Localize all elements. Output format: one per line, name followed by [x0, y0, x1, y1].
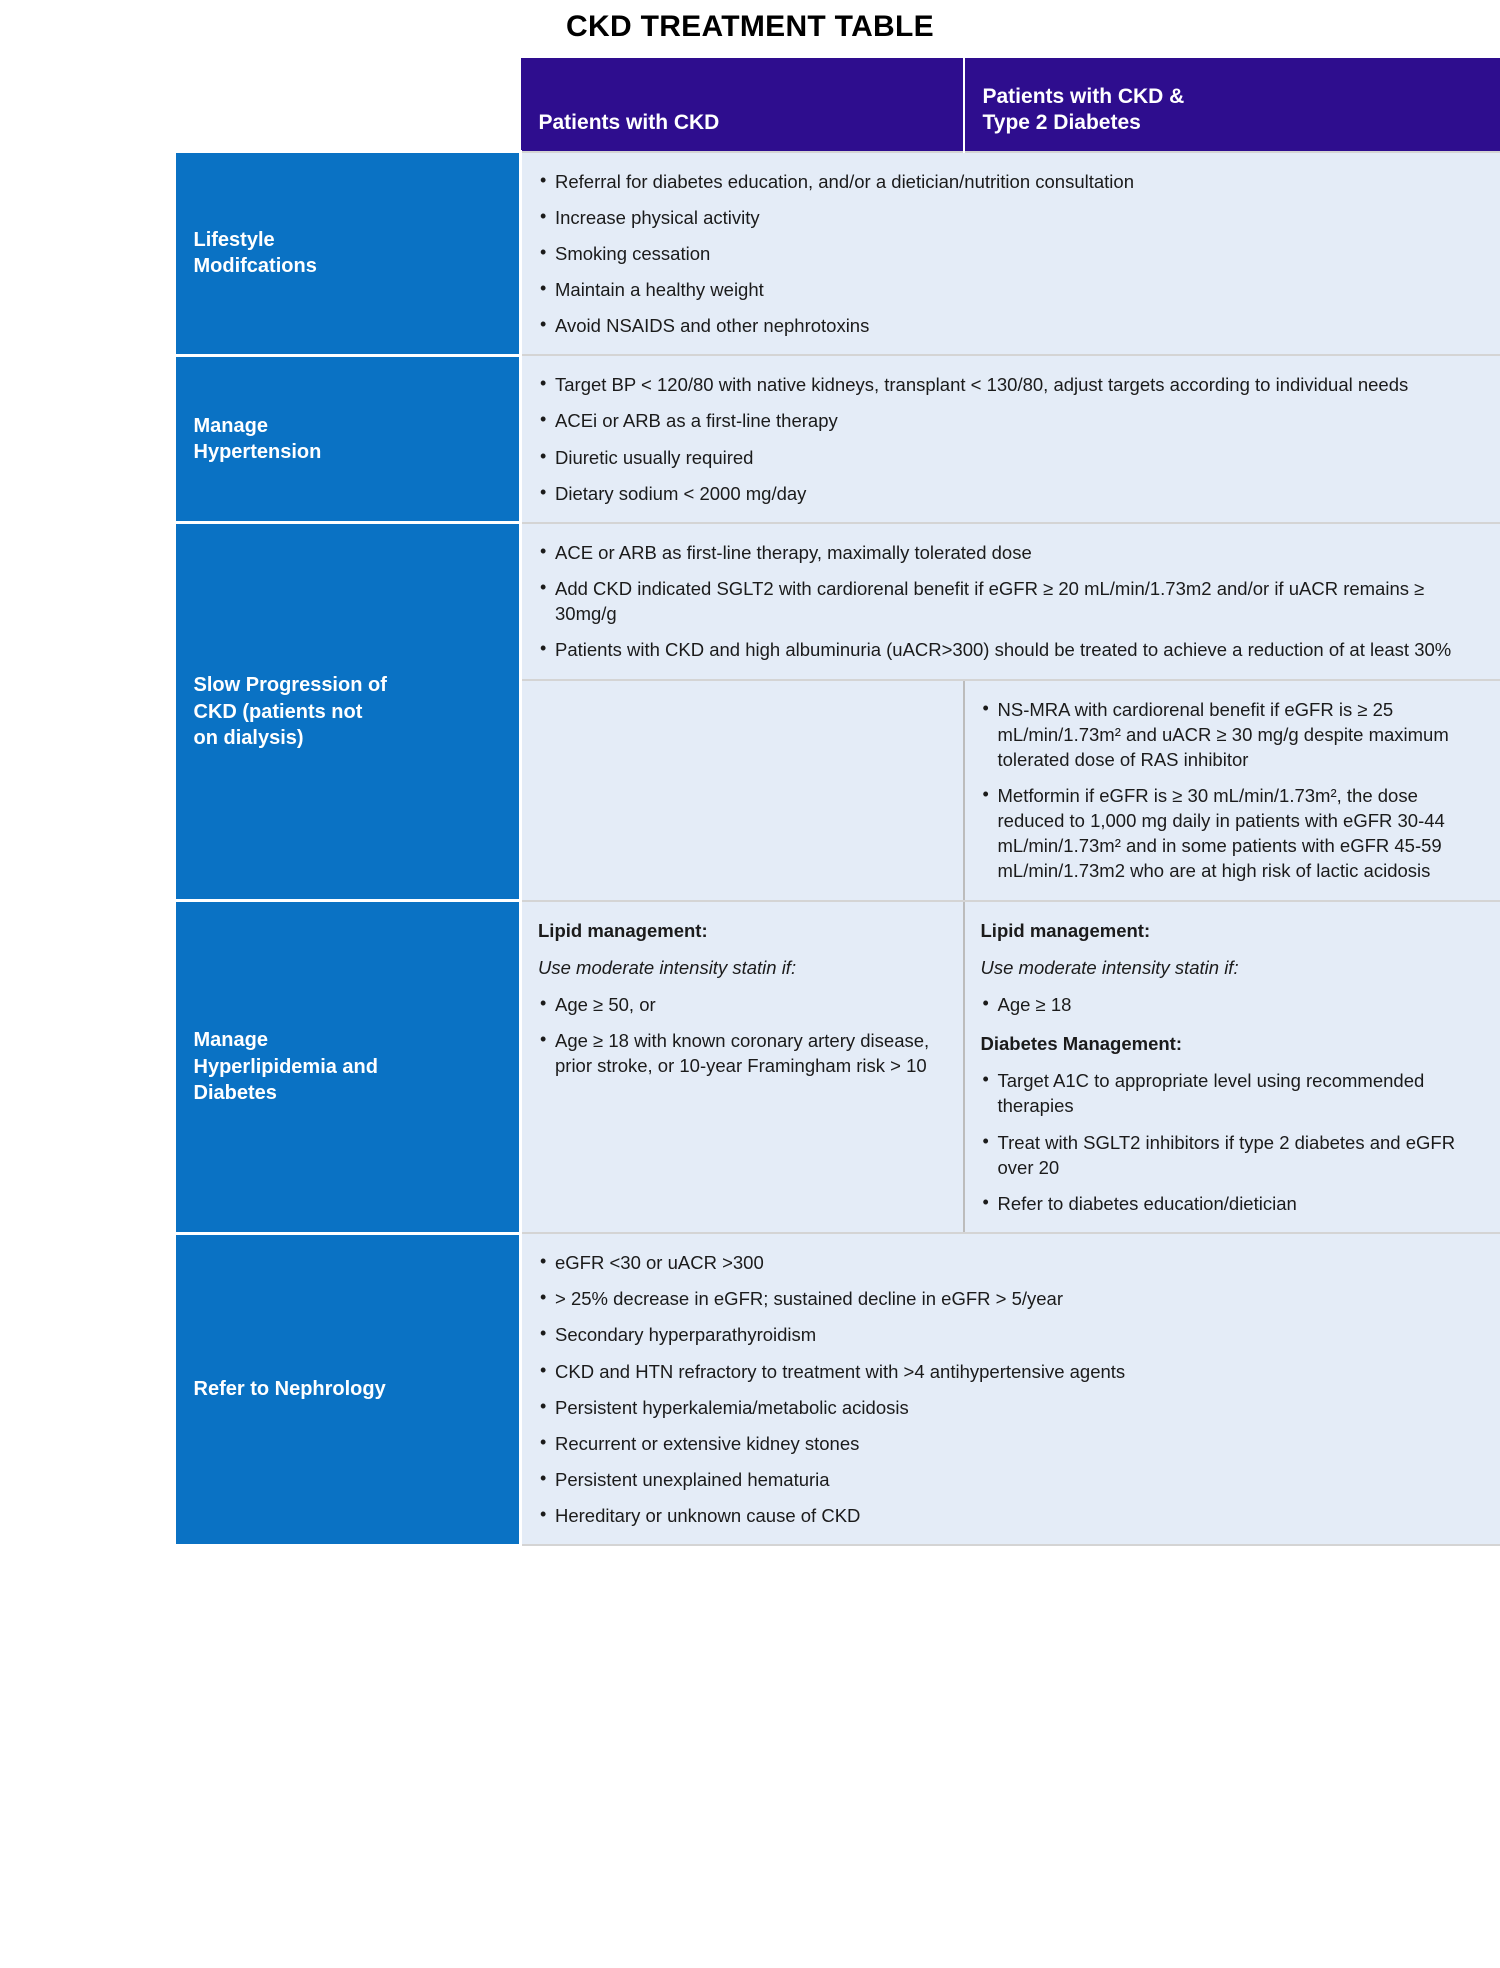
- page-title: CKD TREATMENT TABLE: [566, 10, 934, 43]
- cell-hyperlipidemia-t2d: [964, 901, 1500, 1233]
- list-item: • Maintain a healthy weight: [538, 277, 1481, 302]
- bullet-list-slow-progression-t2d: [981, 697, 1481, 884]
- subheading-diabetes-management: Diabetes Management:: [980, 1033, 1182, 1055]
- cell-slow-progression-ckd-empty: [521, 680, 964, 901]
- list-item: • Increase physical activity: [538, 205, 1481, 230]
- subtext-statin-ckd: Use moderate intensity statin if:: [538, 956, 797, 978]
- list-item: • > 25% decrease in eGFR; sustained decline in eGFR > 5/year: [538, 1286, 1481, 1311]
- table-container: [88, 58, 1456, 1547]
- list-item: • NS-MRA with cardiorenal benefit if eGFR is ≥ 25 mL/min/1.73m² and uACR ≥ 30 mg/g despite maximum tolerated dose of RAS inhibitor: [981, 697, 1481, 772]
- table-row-nephrology: [176, 1233, 1500, 1545]
- row-label-lifestyle-line2: Modifcations: [193, 255, 317, 278]
- list-item: • Hereditary or unknown cause of CKD: [538, 1503, 1481, 1528]
- list-item: • Recurrent or extensive kidney stones: [538, 1431, 1481, 1456]
- list-item: • Diuretic usually required: [538, 445, 1481, 470]
- row-label-hyperlipidemia-line3: Diabetes: [193, 1082, 277, 1105]
- bullet-list-hyperlipidemia-ckd: [538, 992, 943, 1078]
- row-label-slow-progression-line1: Slow Progression of: [193, 674, 387, 697]
- list-item: • Metformin if eGFR is ≥ 30 mL/min/1.73m², the dose reduced to 1,000 mg daily in patients with eGFR 30-44 mL/min/1.73m² and in some patients with eGFR 45-59 mL/min/1.73m2 who are at high risk of lactic acidosis: [981, 783, 1481, 884]
- header-patients-with-ckd-and-t2d: [964, 58, 1500, 152]
- list-item: • Patients with CKD and high albuminuria (uACR>300) should be treated to achieve a reduction of at least 30%: [538, 637, 1481, 662]
- subtext-statin-t2d: Use moderate intensity statin if:: [980, 956, 1239, 978]
- cell-hypertension-content: [521, 355, 1500, 523]
- cell-hyperlipidemia-ckd: [521, 901, 964, 1233]
- table-row-lifestyle: [176, 152, 1500, 356]
- bullet-list-hyperlipidemia-t2d-statin: [981, 992, 1481, 1017]
- subheading-lipid-management-ckd: Lipid management:: [538, 919, 708, 941]
- header-row: [176, 58, 1500, 152]
- list-item: • Refer to diabetes education/dietician: [981, 1191, 1481, 1216]
- list-item: • Target A1C to appropriate level using recommended therapies: [981, 1068, 1481, 1118]
- bullet-list-hypertension: [538, 372, 1481, 506]
- list-item: • Persistent unexplained hematuria: [538, 1467, 1481, 1492]
- bullet-list-diabetes-management: [981, 1068, 1481, 1216]
- header-col-b-line1: Patients with CKD &: [982, 85, 1185, 108]
- row-label-slow-progression-line3: on dialysis): [193, 726, 304, 749]
- list-item: • Age ≥ 18 with known coronary artery disease, prior stroke, or 10-year Framingham risk > 10: [538, 1028, 943, 1078]
- subheading-lipid-management-t2d: Lipid management:: [980, 919, 1151, 941]
- list-item: • ACE or ARB as first-line therapy, maximally tolerated dose: [538, 540, 1481, 565]
- list-item: • Age ≥ 50, or: [538, 992, 943, 1017]
- row-label-hyperlipidemia-line2: Hyperlipidemia and: [193, 1055, 378, 1078]
- row-label-slow-progression-line2: CKD (patients not: [193, 700, 363, 723]
- list-item: • Age ≥ 18: [981, 992, 1481, 1017]
- list-item: • Target BP < 120/80 with native kidneys, transplant < 130/80, adjust targets according to individual needs: [538, 372, 1481, 397]
- list-item: • Treat with SGLT2 inhibitors if type 2 diabetes and eGFR over 20: [981, 1130, 1481, 1180]
- cell-nephrology-content: [521, 1233, 1500, 1545]
- row-label-hyperlipidemia: [176, 901, 521, 1233]
- cell-slow-progression-t2d: [964, 680, 1500, 901]
- header-col-b-line2: Type 2 Diabetes: [982, 111, 1141, 135]
- table-row-hypertension: [176, 355, 1500, 523]
- row-label-hypertension-line1: Manage: [193, 414, 268, 437]
- table-header: [176, 58, 1500, 152]
- list-item: • Persistent hyperkalemia/metabolic acidosis: [538, 1395, 1481, 1420]
- table-body: [176, 152, 1500, 1546]
- list-item: • Secondary hyperparathyroidism: [538, 1322, 1481, 1347]
- cell-lifestyle-content: [521, 152, 1500, 356]
- list-item: • eGFR <30 or uACR >300: [538, 1250, 1481, 1275]
- row-label-lifestyle-line1: Lifestyle: [193, 229, 275, 251]
- table-row-hyperlipidemia: [176, 901, 1500, 1233]
- row-label-hypertension-line2: Hypertension: [193, 441, 322, 464]
- bullet-list-slow-progression-shared: [538, 540, 1481, 663]
- bullet-list-lifestyle: [538, 169, 1481, 339]
- row-label-hyperlipidemia-line1: Manage: [193, 1029, 268, 1052]
- cell-slow-progression-shared: [521, 523, 1500, 680]
- list-item: • Add CKD indicated SGLT2 with cardiorenal benefit if eGFR ≥ 20 mL/min/1.73m2 and/or if uACR remains ≥ 30mg/g: [538, 576, 1481, 626]
- row-label-hypertension: [176, 355, 521, 523]
- header-patients-with-ckd: Patients with CKD: [521, 58, 964, 152]
- row-label-slow-progression: [176, 523, 521, 901]
- list-item: • Avoid NSAIDS and other nephrotoxins: [538, 313, 1481, 338]
- list-item: • CKD and HTN refractory to treatment with >4 antihypertensive agents: [538, 1359, 1481, 1384]
- list-item: • Dietary sodium < 2000 mg/day: [538, 481, 1481, 506]
- list-item: • Referral for diabetes education, and/or a dietician/nutrition consultation: [538, 169, 1481, 194]
- bullet-list-nephrology: [538, 1250, 1481, 1528]
- table-row-slow-progression-shared: [176, 523, 1500, 680]
- list-item: • Smoking cessation: [538, 241, 1481, 266]
- ckd-treatment-table: [176, 58, 1500, 1547]
- header-blank-cell: [176, 58, 521, 152]
- row-label-lifestyle: [176, 152, 521, 356]
- list-item: • ACEi or ARB as a first-line therapy: [538, 408, 1481, 433]
- row-label-nephrology: Refer to Nephrology: [176, 1233, 521, 1545]
